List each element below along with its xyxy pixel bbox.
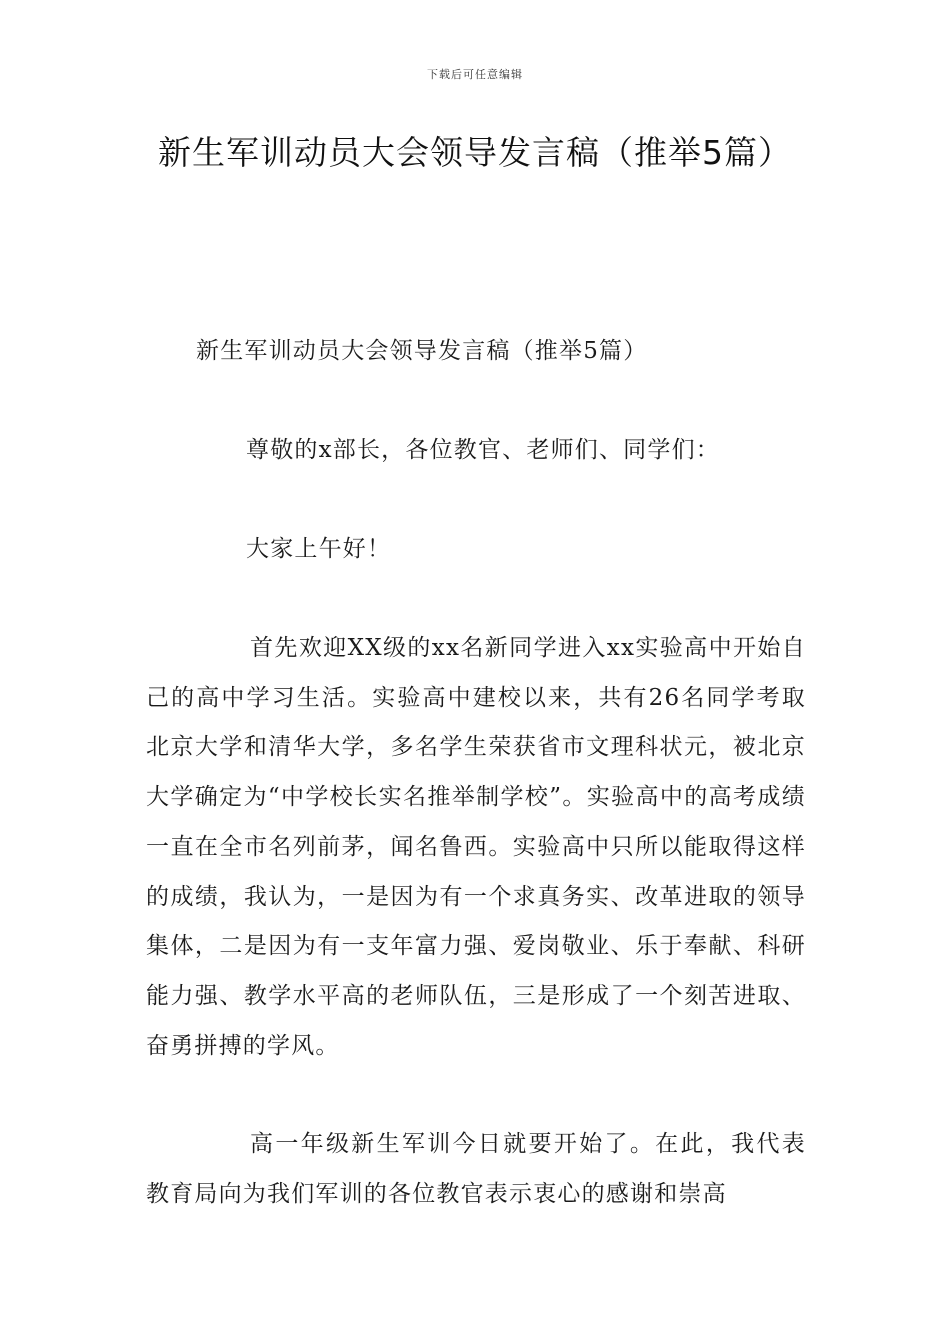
salutation: 尊敬的x部长，各位教官、老师们、同学们： — [246, 437, 720, 463]
document-title: 新生军训动员大会领导发言稿（推举5篇） — [158, 133, 792, 172]
header-note: 下载后可任意编辑 — [427, 68, 523, 81]
greeting: 大家上午好！ — [246, 536, 392, 562]
document-subtitle: 新生军训动员大会领导发言稿（推举5篇） — [196, 338, 648, 364]
body-paragraph: 高一年级新生军训今日就要开始了。在此，我代表教育局向为我们军训的各位教官表示衷心的感谢和崇高 — [146, 1131, 806, 1207]
body-paragraph: 首先欢迎XX级的xx名新同学进入xx实验高中开始自己的高中学习生活。实验高中建校以来，共有26名同学考取北京大学和清华大学，多名学生荣获省市文理科状元，被北京大学确定为“中学校长实名推举制学校”。实验高中的高考成绩一直在全市名列前茅，闻名鲁西。实验高中只所以能取得这样的成绩，我认为，一是因为有一个求真务实、改革进取的领导集体，二是因为有一支年富力强、爱岗敬业、乐于奉献、科研能力强、教学水平高的老师队伍，三是形成了一个刻苦进取、奋勇拼搏的学风。 — [146, 635, 806, 1059]
